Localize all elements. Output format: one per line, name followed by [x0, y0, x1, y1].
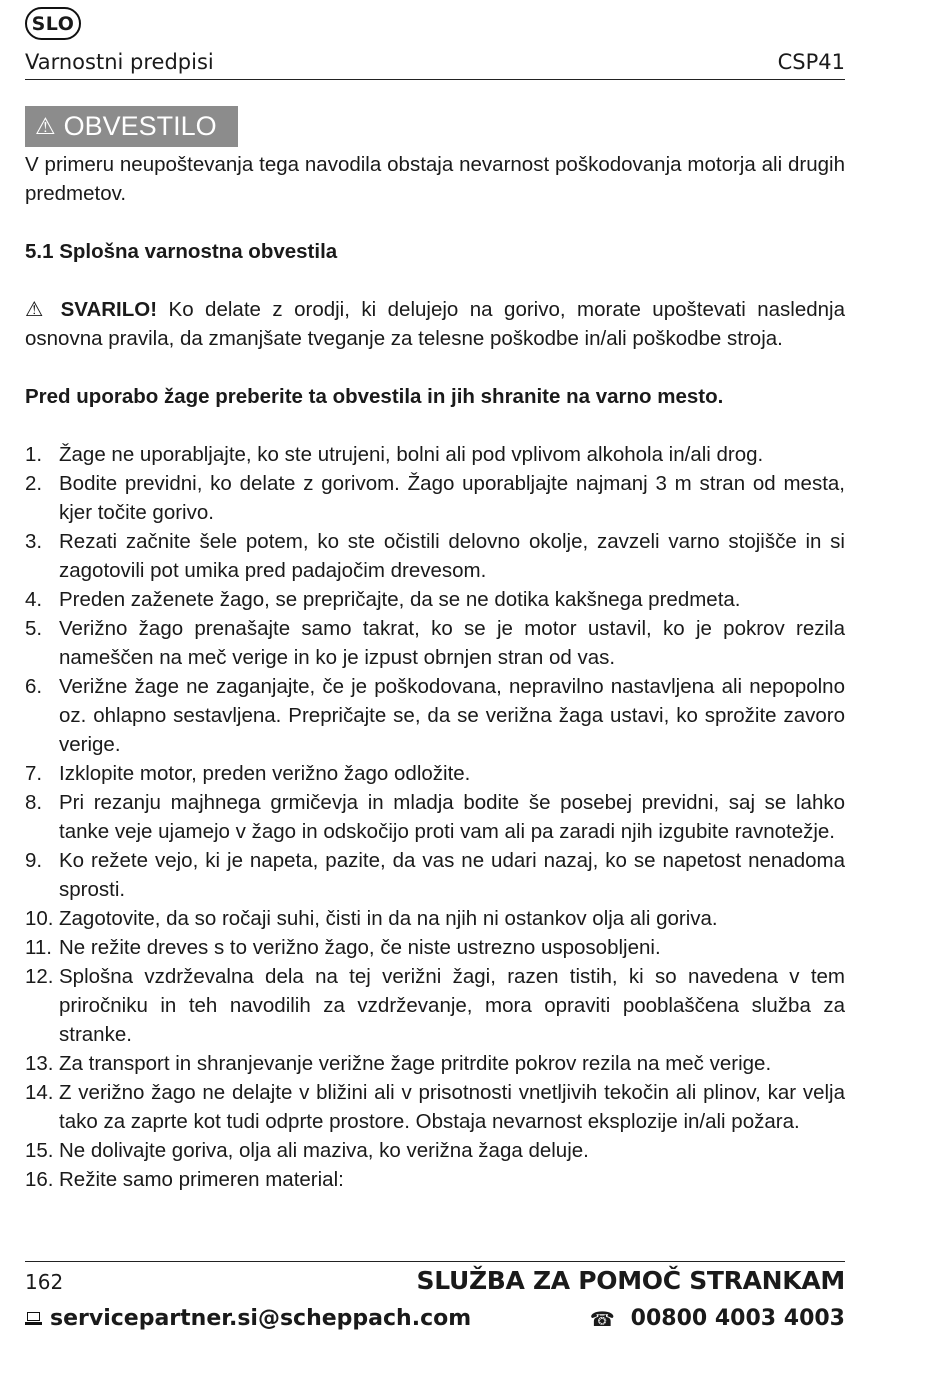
list-item-number: 3. — [25, 530, 43, 553]
list-item — [25, 1165, 845, 1194]
list-item — [25, 469, 845, 527]
list-item-text: Bodite previdni, ko delate z gorivom. Žago uporabljajte najmanj 3 m stran od mesta, kjer točite gorivo. — [59, 472, 845, 524]
warning-triangle-icon: ⚠ — [25, 297, 50, 321]
safety-rules-list — [25, 440, 845, 1194]
notice-text: V primeru neupoštevanja tega navodila obstaja nevarnost poškodovanja motorja ali drugih predmetov. — [25, 153, 845, 205]
list-item-number: 7. — [25, 762, 43, 785]
list-item-text: Ne režite dreves s to verižno žago, če niste ustrezno usposobljeni. — [59, 936, 661, 959]
email-contact[interactable] — [25, 1306, 471, 1331]
page-number: 162 — [25, 1270, 64, 1294]
list-item-text: Preden zaženete žago, se prepričajte, da se ne dotika kakšnega predmeta. — [59, 588, 741, 611]
list-item — [25, 672, 845, 759]
notice-label: OBVESTILO — [63, 111, 217, 141]
list-item-number: 1. — [25, 443, 43, 466]
list-item — [25, 962, 845, 1049]
list-item — [25, 846, 845, 904]
header-rule — [25, 79, 845, 80]
list-item-text: Verižne žage ne zaganjajte, če je poškodovana, nepravilno nastavljena ali nepopolno oz. ohlapno sestavljena. Prepričajte se, da se verižna žaga ustavi, ko sprožite zavoro verige. — [59, 675, 845, 756]
notice-banner — [25, 106, 238, 147]
list-item-text: Žage ne uporabljajte, ko ste utrujeni, bolni ali pod vplivom alkohola in/ali drog. — [59, 443, 764, 466]
list-item — [25, 440, 845, 469]
list-item — [25, 585, 845, 614]
list-item-number: 16. — [25, 1168, 54, 1191]
list-item-text: Ne dolivajte goriva, olja ali maziva, ko verižna žaga deluje. — [59, 1139, 589, 1162]
list-item-text: Verižno žago prenašajte samo takrat, ko se je motor ustavil, ko je pokrov rezila nameščen na meč verige in ko je izpust obrnjen stran od vas. — [59, 617, 845, 669]
list-item-number: 14. — [25, 1081, 54, 1104]
list-item-text: Režite samo primeren material: — [59, 1168, 344, 1191]
instruction-text: Pred uporabo žage preberite ta obvestila in jih shranite na varno mesto. — [25, 385, 724, 408]
list-item-text: Izklopite motor, preden verižno žago odložite. — [59, 762, 471, 785]
list-item-text: Zagotovite, da so ročaji suhi, čisti in da na njih ni ostankov olja ali goriva. — [59, 907, 718, 930]
list-item-text: Za transport in shranjevanje verižne žage pritrdite pokrov rezila na meč verige. — [59, 1052, 772, 1075]
list-item-text: Rezati začnite šele potem, ko ste očistili delovno okolje, zavzeli varno stojišče in si zagotovili pot umika pred padajočim drevesom. — [59, 530, 845, 582]
list-item — [25, 1078, 845, 1136]
list-item-number: 8. — [25, 791, 43, 814]
phone-contact[interactable] — [590, 1306, 845, 1331]
list-item — [25, 759, 845, 788]
footer-rule — [25, 1261, 845, 1262]
service-title: SLUŽBA ZA POMOČ STRANKAM — [416, 1266, 845, 1295]
warning-label: SVARILO! — [60, 298, 158, 321]
warning-text: Ko delate z orodji, ki delujejo na gorivo, morate upoštevati naslednja osnovna pravila, da zmanjšate tveganje za telesne poškodbe in/ali poškodbe stroja. — [25, 298, 845, 350]
list-item-text: Pri rezanju majhnega grmičevja in mladja bodite še posebej previdni, saj se lahko tanke veje ujamejo v žago in odskočijo proti vam ali pa zaradi njih izgubite ravnotežje. — [59, 791, 845, 843]
laptop-icon — [25, 1312, 42, 1326]
list-item — [25, 904, 845, 933]
list-item-number: 5. — [25, 617, 43, 640]
list-item-number: 4. — [25, 588, 43, 611]
section-title: 5.1 Splošna varnostna obvestila — [25, 240, 338, 263]
list-item — [25, 1136, 845, 1165]
list-item-number: 15. — [25, 1139, 54, 1162]
language-badge: SLO — [25, 7, 81, 40]
list-item — [25, 788, 845, 846]
list-item-number: 9. — [25, 849, 43, 872]
list-item-number: 11. — [25, 936, 52, 959]
list-item-text: Ko režete vejo, ki je napeta, pazite, da vas ne udari nazaj, ko se napetost nenadoma sprosti. — [59, 849, 845, 901]
list-item-number: 12. — [25, 965, 54, 988]
warning-paragraph — [25, 295, 845, 353]
header-model: CSP41 — [777, 50, 845, 74]
header-section-title: Varnostni predpisi — [25, 50, 214, 74]
list-item — [25, 527, 845, 585]
list-item-number: 2. — [25, 472, 43, 495]
list-item — [25, 1049, 845, 1078]
phone-number[interactable]: 00800 4003 4003 — [630, 1306, 845, 1331]
list-item-number: 10. — [25, 907, 54, 930]
list-item-text: Splošna vzdrževalna dela na tej verižni žagi, razen tistih, ki so navedena v tem priročniku in teh navodilih za vzdrževanje, mora opraviti pooblaščena služba za stranke. — [59, 965, 845, 1046]
list-item — [25, 614, 845, 672]
page-content — [25, 150, 845, 1194]
warning-triangle-icon: ⚠ — [35, 113, 56, 140]
list-item-text: Z verižno žago ne delajte v bližini ali v prisotnosti vnetljivih tekočin ali plinov, kar velja tako za zaprte kot tudi odprte prostore. Obstaja nevarnost eksplozije in/ali požara. — [59, 1081, 845, 1133]
list-item-number: 13. — [25, 1052, 54, 1075]
list-item-number: 6. — [25, 675, 43, 698]
list-item — [25, 933, 845, 962]
email-link[interactable]: servicepartner.si@scheppach.com — [50, 1306, 472, 1331]
phone-icon: ☎ — [589, 1306, 615, 1331]
